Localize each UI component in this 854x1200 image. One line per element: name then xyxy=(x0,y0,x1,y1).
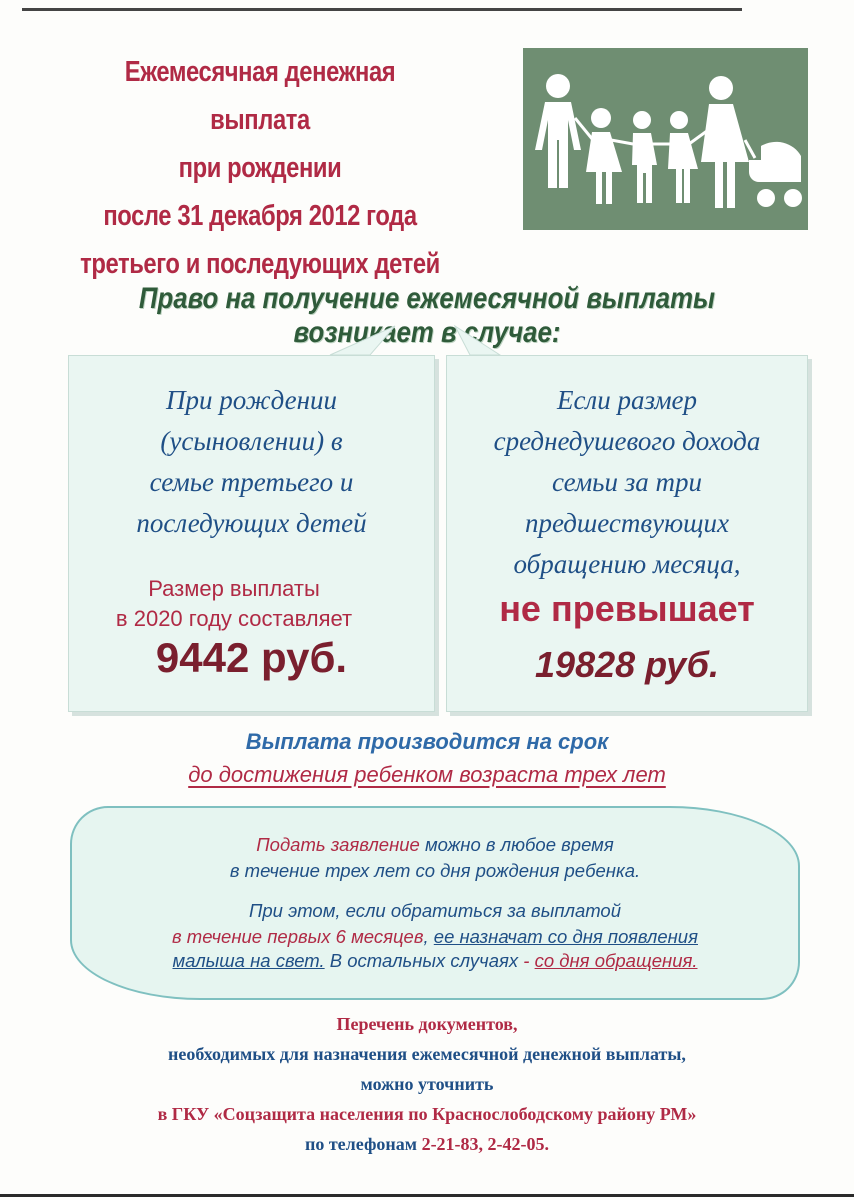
payment-term-detail-text: до достижения ребенком возраста трех лет xyxy=(188,762,666,787)
payment-amount: 9442 руб. xyxy=(155,634,348,681)
info-from-application-date: со дня обращения. xyxy=(534,950,698,971)
info-dash: - xyxy=(518,950,535,971)
birth-condition-line: При рождении xyxy=(165,385,338,415)
birth-condition-line: семье третьего и xyxy=(149,467,354,497)
amount-label-line: Размер выплаты xyxy=(148,576,320,601)
callout-pointers xyxy=(0,320,854,360)
birth-condition-text xyxy=(69,380,434,544)
page-edge-bottom xyxy=(0,1194,854,1197)
footer-phones-label: по телефонам xyxy=(304,1134,422,1154)
info-baby-born: малыша на свет. xyxy=(172,950,325,971)
info-anytime-phrase: можно в любое время xyxy=(419,834,614,855)
birth-condition-line: последующих детей xyxy=(136,508,367,538)
income-condition-line: обращению месяца, xyxy=(513,549,741,579)
family-illustration xyxy=(523,48,808,230)
info-line-5 xyxy=(72,948,798,974)
income-condition-line: Если размер xyxy=(556,385,698,415)
not-exceed-label: не превышает xyxy=(499,588,755,629)
family-with-stroller-icon xyxy=(523,48,808,230)
birth-condition-line: (усыновлении) в xyxy=(160,426,343,456)
footer-documents-title: Перечень документов, xyxy=(336,1014,518,1034)
income-condition-line: предшествующих xyxy=(524,508,730,538)
footer-clarify: можно уточнить xyxy=(360,1074,494,1094)
footer-phones xyxy=(0,1134,854,1155)
title-line-3: после 31 декабря 2012 года xyxy=(103,200,417,232)
info-assign-from-birth: ее назначат со дня появления xyxy=(433,926,698,947)
amount-label xyxy=(69,574,399,634)
info-six-months: в течение первых 6 месяцев xyxy=(172,926,424,947)
income-limit: 19828 руб. xyxy=(535,644,719,685)
page-title xyxy=(80,48,441,288)
payment-term-detail xyxy=(0,762,854,788)
income-condition-line: среднедушевого дохода xyxy=(493,426,761,456)
page-edge-top xyxy=(22,8,742,11)
payment-term-heading: Выплата производится на срок xyxy=(245,729,609,754)
income-condition-line: семьи за три xyxy=(552,467,702,497)
info-other-cases: В остальных случаях xyxy=(324,950,519,971)
title-line-2: при рождении xyxy=(178,152,342,184)
title-line-4: третьего и последующих детей xyxy=(80,248,440,280)
amount-label-line: в 2020 году составляет xyxy=(115,606,353,631)
info-line-1 xyxy=(72,832,798,858)
application-info-box xyxy=(70,806,800,1000)
income-condition-card xyxy=(446,355,808,712)
info-line-4 xyxy=(72,924,798,950)
footer-documents-purpose: необходимых для назначения ежемесячной денежной выплаты, xyxy=(168,1044,686,1064)
info-apply-phrase: Подать заявление xyxy=(256,834,420,855)
footer-organization: в ГКУ «Соцзащита населения по Краснослободскому району РМ» xyxy=(157,1104,697,1124)
footer-phone-numbers: 2-21-83, 2-42-05. xyxy=(421,1134,550,1154)
title-line-1: Ежемесячная денежная выплата xyxy=(124,56,396,136)
info-comma: , xyxy=(423,926,434,947)
info-line-3: При этом, если обратиться за выплатой xyxy=(248,900,622,921)
info-line-2: в течение трех лет со дня рождения ребенка. xyxy=(229,860,641,881)
birth-condition-card xyxy=(68,355,435,712)
eligibility-heading: Право на получение ежемесячной выплаты возникает в случае: xyxy=(138,282,716,349)
income-condition-text xyxy=(447,380,807,585)
